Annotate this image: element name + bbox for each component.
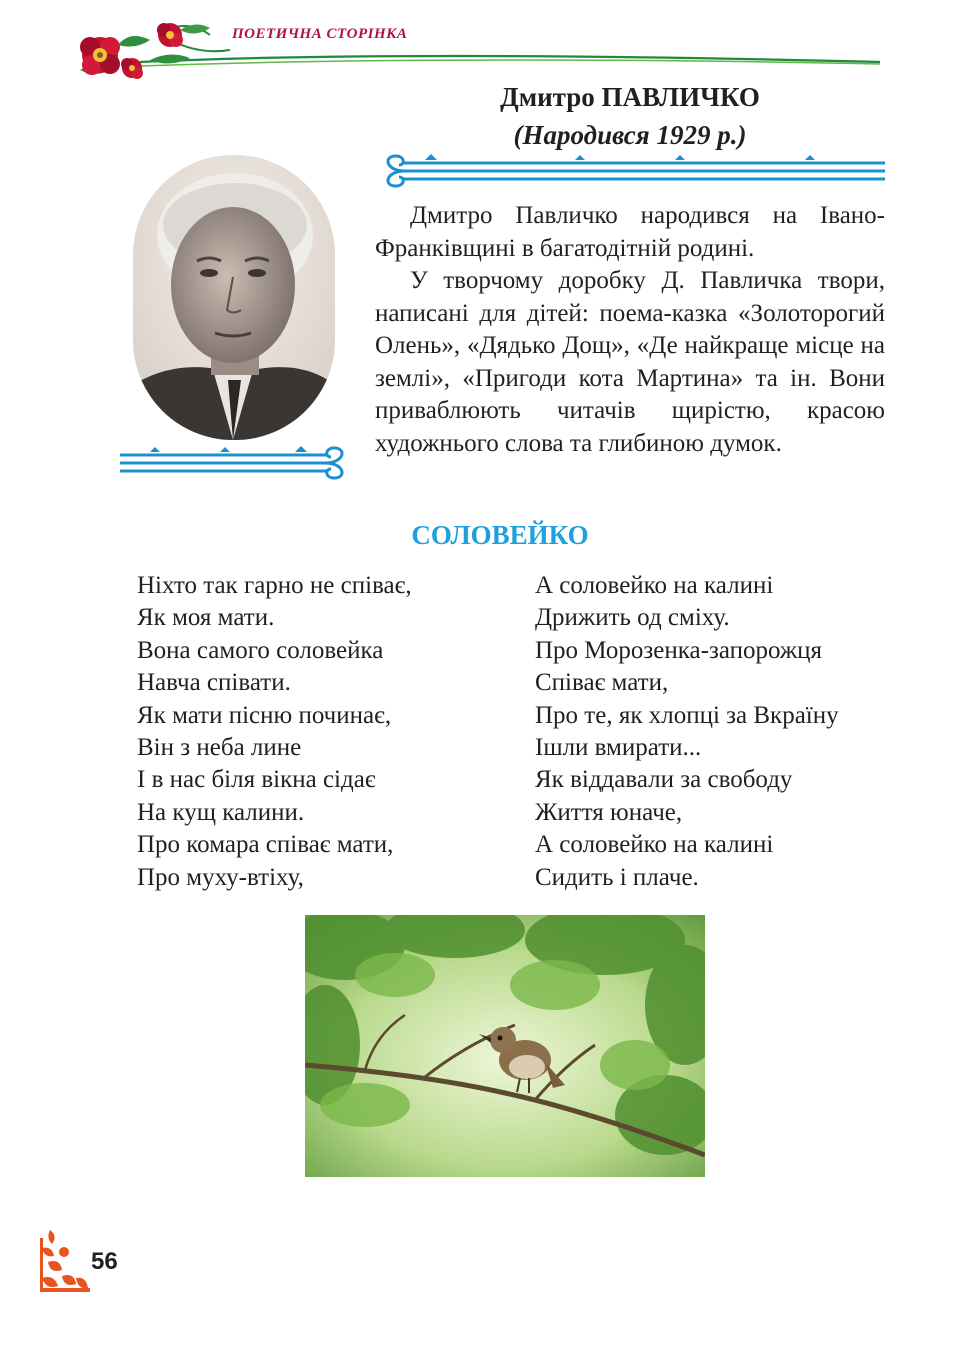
author-birth-year: (Народився 1929 р.)	[513, 120, 747, 150]
bio-paragraph: У творчому доробку Д. Павличка твори, написані для дітей: поема-казка «Золоторогий Олень», «Дядько Дощ», «Де найкраще місце на землі», «Пригоди кота Мартина» та ін. Вони приваблюють читачів щирістю, красою художнього слова та глибиною думок.	[375, 267, 885, 457]
author-biography	[375, 200, 885, 460]
bio-paragraph: Дмитро Павличко народився на Івано-Франківщині в багатодітній родині.	[375, 202, 885, 262]
poem-line: Навча співати.	[137, 669, 291, 697]
poem-line: Про муху-втіху,	[137, 863, 304, 891]
page-header	[0, 0, 963, 90]
nightingale-photo	[305, 915, 705, 1177]
poem-right-column	[535, 570, 839, 894]
poem-line: Про Морозенка-запорожця	[535, 636, 822, 664]
poem-line: Він з неба лине	[137, 734, 302, 762]
ornamental-divider-icon	[375, 150, 885, 192]
poem-line: Як мати пісню починає,	[137, 701, 392, 729]
page-number: 56	[91, 1248, 118, 1275]
poem-left-column	[137, 570, 412, 894]
poem-line: На кущ калини.	[137, 798, 305, 826]
author-name: Дмитро ПАВЛИЧКО	[500, 82, 760, 112]
section-label: ПОЕТИЧНА СТОРІНКА	[232, 26, 408, 42]
corner-ornament-icon	[40, 1228, 90, 1293]
poem-line: Дрижить од сміху.	[535, 604, 730, 632]
author-portrait	[133, 155, 335, 440]
poem-line: Ніхто так гарно не співає,	[137, 572, 412, 599]
poem-line: Як моя мати.	[137, 604, 275, 632]
poem-line: Співає мати,	[535, 669, 669, 697]
poem-line: Вона самого соловейка	[137, 636, 384, 664]
poem-line: Сидить і плаче.	[535, 863, 699, 891]
poem-line: Про комара співає мати,	[137, 831, 394, 859]
red-flowers-icon	[0, 0, 963, 90]
poem-line: І в нас біля вікна сідає	[137, 766, 376, 794]
poem-line: А соловейко на калині	[535, 831, 774, 859]
poem-line: Про те, як хлопці за Вкраїну	[535, 701, 839, 729]
poem-title: СОЛОВЕЙКО	[411, 520, 589, 550]
poem-line: Життя юначе,	[535, 798, 683, 826]
ornamental-divider-icon	[120, 442, 355, 484]
poem-line: Ішли вмирати...	[535, 734, 702, 762]
poem-line: Як віддавали за свободу	[535, 766, 793, 794]
poem-line: А соловейко на калині	[535, 572, 774, 599]
